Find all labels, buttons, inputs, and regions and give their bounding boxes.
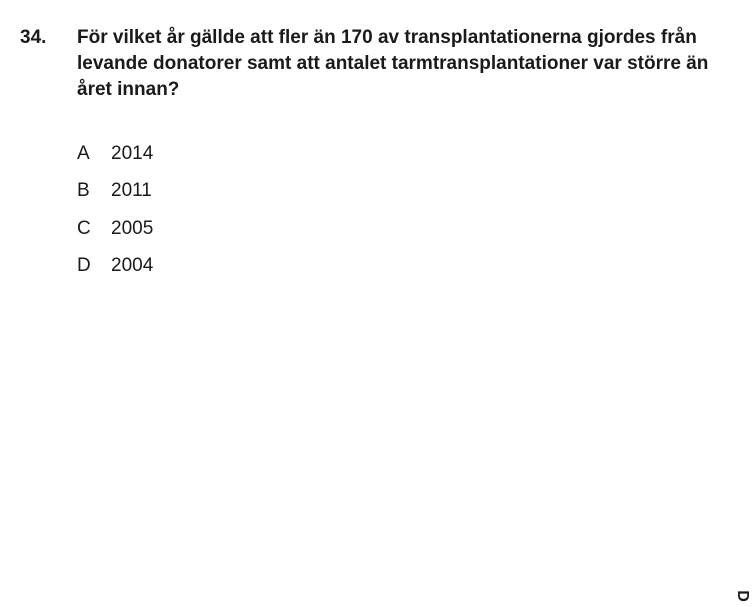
option-c[interactable]: [77, 210, 153, 248]
option-letter: A: [77, 142, 90, 164]
option-b[interactable]: [77, 173, 153, 211]
question-number: 34.: [20, 27, 47, 48]
option-value: 2014: [111, 142, 154, 164]
page-edge-letter: D: [733, 590, 751, 602]
answer-options: [77, 135, 153, 285]
option-value: 2004: [111, 255, 154, 277]
option-value: 2011: [111, 180, 152, 202]
option-value: 2005: [111, 217, 154, 239]
option-letter: C: [77, 217, 91, 239]
option-letter: B: [77, 180, 90, 202]
question-text: För vilket år gällde att fler än 170 av transplantationerna gjordes från levande donatorer samt att antalet tarmtransplantationer var större än året innan?: [77, 27, 709, 100]
option-a[interactable]: [77, 135, 153, 173]
option-d[interactable]: [77, 248, 153, 286]
option-letter: D: [77, 255, 91, 277]
